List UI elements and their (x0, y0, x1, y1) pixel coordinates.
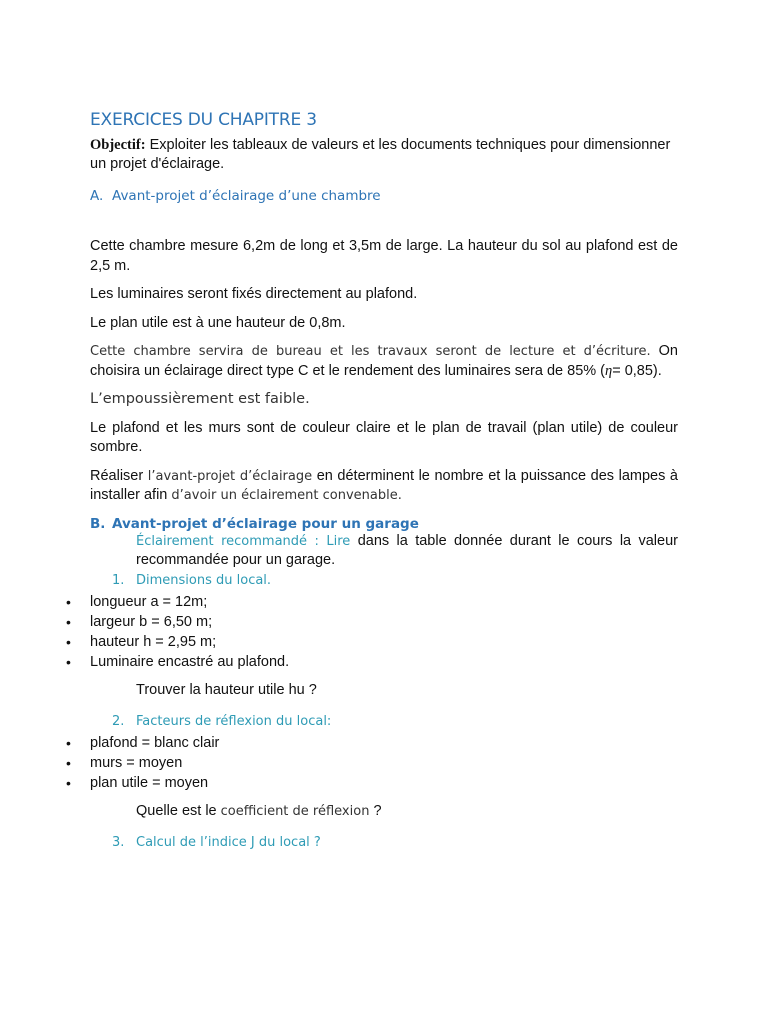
realiser-text-c: en déterminent le nombre et la puissance des lampes à installer afin (90, 467, 678, 503)
paragraph-plan-utile: Le plan utile est à une hauteur de 0,8m. (90, 314, 346, 331)
paragraph-realiser (90, 467, 678, 506)
paragraph-luminaires: Les luminaires seront fixés directement au plafond. (90, 286, 418, 302)
section-b-title: Avant-projet d’éclairage pour un garage (112, 515, 419, 532)
list-item: • hauteur h = 2,95 m; (90, 632, 678, 652)
item-3-title: Calcul de l’indice J du local ? (136, 834, 321, 850)
question-coef-b: coefficient de réflexion (220, 803, 370, 819)
item-1-title: Dimensions du local. (136, 572, 272, 588)
objective-label: Objectif: (90, 137, 146, 153)
realiser-text-d: d’avoir un éclairement convenable. (171, 488, 402, 503)
list-item: • Luminaire encastré au plafond. (90, 652, 678, 672)
list-item: • plan utile = moyen (90, 773, 678, 793)
recommended-lighting (136, 532, 678, 571)
question-coef-a: Quelle est le (136, 802, 221, 819)
realiser-text-a: Réaliser (90, 467, 148, 484)
document-content (90, 110, 678, 854)
item-2-heading (112, 712, 678, 732)
paragraph-dimensions: Cette chambre mesure 6,2m de long et 3,5m de large. La hauteur du sol au plafond est de 2,5 m. (90, 238, 678, 274)
list-item: • plafond = blanc clair (90, 733, 678, 753)
item-1-heading (112, 571, 678, 591)
paragraph-empoussierement: L’empoussièrement est faible. (90, 391, 310, 407)
dimensions-list (90, 592, 678, 672)
paragraph-usage (90, 342, 678, 381)
paragraph-couleurs: Le plafond et les murs sont de couleur claire et le plan de travail (plan utile) de couleur sombre. (90, 419, 678, 455)
realiser-text-b: l’avant-projet d’éclairage (147, 468, 313, 484)
list-item: • murs = moyen (90, 753, 678, 773)
reco-label: Éclairement recommandé : Lire (136, 533, 351, 549)
section-a-title: Avant-projet d’éclairage d’une chambre (112, 188, 381, 204)
usage-end-text: = 0,85). (612, 362, 662, 379)
question-coefficient (136, 802, 678, 821)
item-3-heading (112, 833, 678, 853)
reco-text: dans la table donnée durant le cours la valeur recommandée pour un garage. (136, 532, 678, 568)
item-3-number: 3. (112, 834, 125, 850)
item-2-title: Facteurs de réflexion du local: (136, 713, 332, 729)
usage-rest-text: On choisira un éclairage direct type C et le rendement des luminaires sera de 85% ( (90, 343, 678, 379)
list-item: • longueur a = 12m; (90, 592, 678, 612)
section-b-heading (90, 516, 678, 532)
section-b-number: B. (90, 515, 106, 532)
chapter-title: EXERCICES DU CHAPITRE 3 (90, 110, 317, 130)
section-a-number: A. (90, 188, 104, 204)
list-item: • largeur b = 6,50 m; (90, 612, 678, 632)
section-a-heading (90, 188, 678, 204)
question-hauteur-utile: Trouver la hauteur utile hu ? (136, 681, 317, 698)
question-coef-c: ? (369, 802, 382, 819)
eta-symbol: η (605, 362, 613, 379)
objective-text: Exploiter les tableaux de valeurs et les documents techniques pour dimensionner un projet d'éclairage. (90, 137, 671, 172)
usage-soft-text: Cette chambre servira de bureau et les travaux seront de lecture et d’écriture. (90, 344, 651, 359)
item-2-number: 2. (112, 713, 125, 729)
reflection-list (90, 733, 678, 793)
objective (90, 136, 678, 174)
item-1-number: 1. (112, 572, 125, 588)
